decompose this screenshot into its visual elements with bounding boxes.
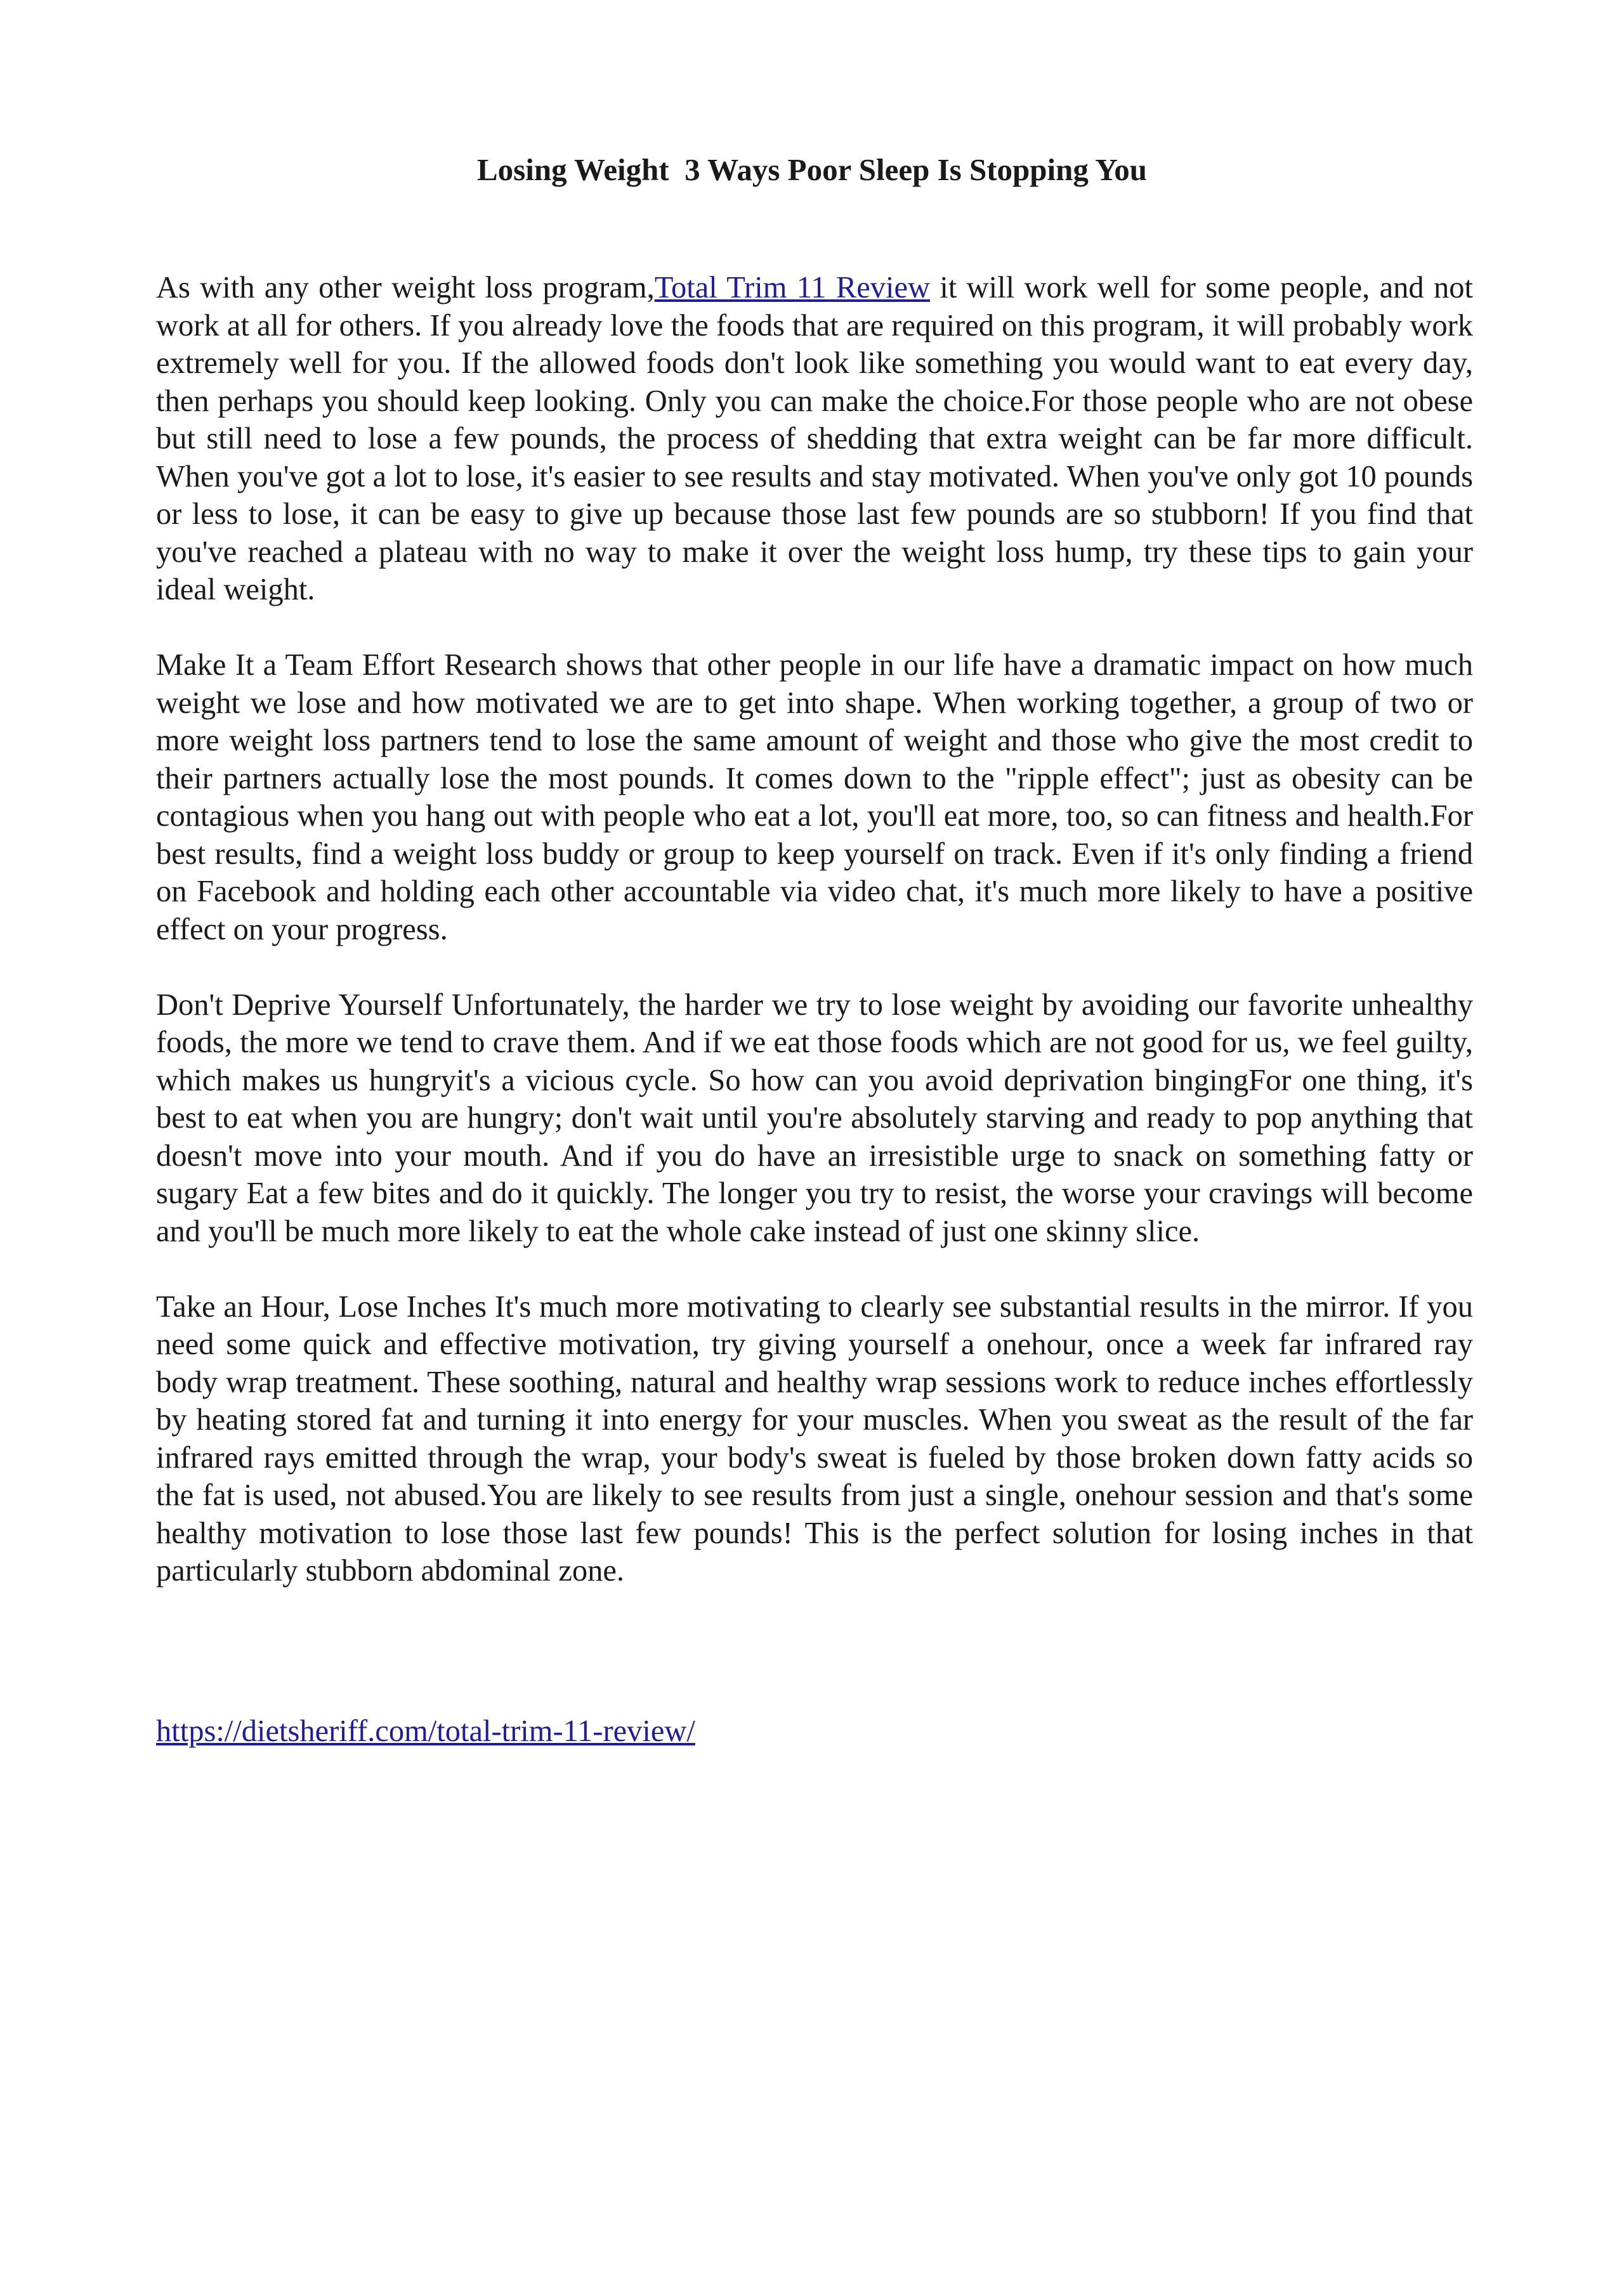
document-title: Losing Weight 3 Ways Poor Sleep Is Stopping You — [476, 152, 1148, 187]
source-url-link[interactable]: https://dietsheriff.com/total-trim-11-review/ — [156, 1714, 695, 1748]
paragraph-intro-text-after: it will work well for some people, and not work at all for others. If you already love the foods that are required on this program, it will probably work extremely well for you. If the allowed foods don't look like something you would want to eat every day, then perhaps you should keep looking. Only you can make the choice.For those people who are not obese but still need to lose a few pounds, the process of shedding that extra weight can be far more difficult. When you've got a lot to lose, it's easier to see results and stay motivated. When you've only got 10 pounds or less to lose, it can be easy to give up because those last few pounds are so stubborn! If you find that you've reached a plateau with no way to make it over the weight loss hump, try these tips to gain your ideal weight. — [156, 271, 1473, 606]
paragraph-team-effort: Make It a Team Effort Research shows that other people in our life have a dramatic impact on how much weight we lose and how motivated we are to get into shape. When working together, a group of two or more weight loss partners tend to lose the same amount of weight and those who give the most credit to their partners actually lose the most pounds. It comes down to the "ripple effect"; just as obesity can be contagious when you hang out with people who eat a lot, you'll eat more, too, so can fitness and health.For best results, find a weight loss buddy or group to keep yourself on track. Even if it's only finding a friend on Facebook and holding each other accountable via video chat, it's much more likely to have a positive effect on your progress. — [156, 648, 1473, 946]
paragraph-intro — [156, 269, 1473, 609]
document-body — [156, 269, 1473, 1590]
total-trim-review-link[interactable]: Total Trim 11 Review — [654, 271, 931, 304]
paragraph-take-an-hour: Take an Hour, Lose Inches It's much more motivating to clearly see substantial results in the mirror. If you need some quick and effective motivation, try giving yourself a onehour, once a week far infrared ray body wrap treatment. These soothing, natural and healthy wrap sessions work to reduce inches effortlessly by heating stored fat and turning it into energy for your muscles. When you sweat as the result of the far infrared rays emitted through the wrap, your body's sweat is fueled by those broken down fatty acids so the fat is used, not abused.You are likely to see results from just a single, onehour session and that's some healthy motivation to lose those last few pounds! This is the perfect solution for losing inches in that particularly stubborn abdominal zone. — [156, 1289, 1473, 1588]
paragraph-intro-text-before: As with any other weight loss program, — [156, 271, 655, 304]
paragraph-dont-deprive: Don't Deprive Yourself Unfortunately, the harder we try to lose weight by avoiding our favorite unhealthy foods, the more we tend to crave them. And if we eat those foods which are not good for us, we feel guilty, which makes us hungryit's a vicious cycle. So how can you avoid deprivation bingingFor one thing, it's best to eat when you are hungry; don't wait until you're absolutely starving and ready to pop anything that doesn't move into your mouth. And if you do have an irresistible urge to snack on something fatty or sugary Eat a few bites and do it quickly. The longer you try to resist, the worse your cravings will become and you'll be much more likely to eat the whole cake instead of just one skinny slice. — [156, 988, 1473, 1248]
